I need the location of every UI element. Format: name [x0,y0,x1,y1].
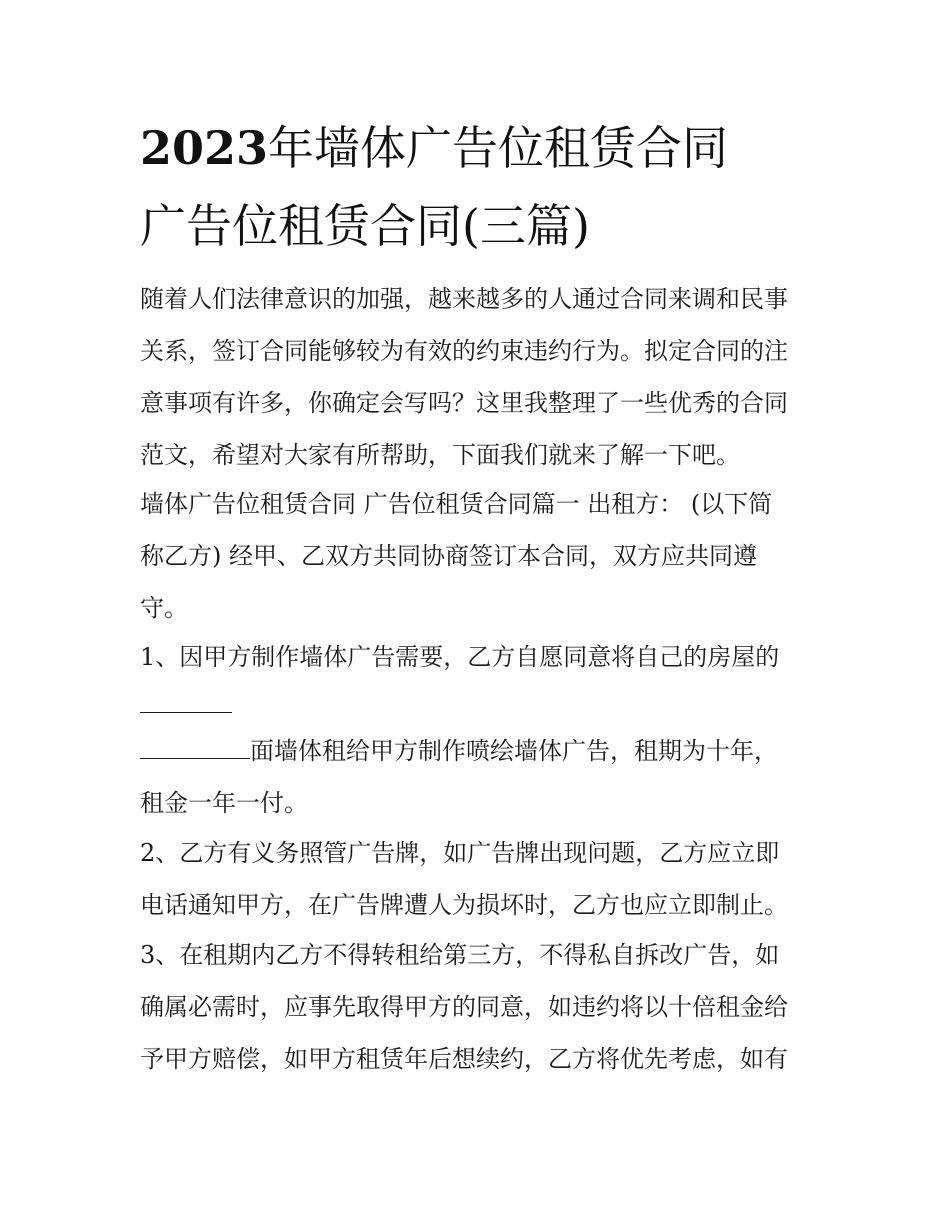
section-heading-line: 称乙方) 经甲、乙双方共同协商签订本合同，双方应共同遵 [140,542,757,570]
title-line-1-text: 年墙体广告位租赁合同 [268,121,729,175]
intro-line: 随着人们法律意识的加强，越来越多的人通过合同来调和民事 [140,285,788,313]
clause-1-line [140,736,820,766]
intro-line: 关系，签订合同能够较为有效的约束违约行为。拟定合同的注 [140,337,788,365]
section-heading-line: 守。 [140,594,188,622]
intro-line: 意事项有许多，你确定会写吗？这里我整理了一些优秀的合同 [140,389,788,417]
document-title-line-2: 广告位租赁合同(三篇) [140,199,590,253]
intro-line: 范文，希望对大家有所帮助，下面我们就来了解一下吧。 [140,441,740,469]
section-heading-line: 墙体广告位租赁合同 广告位租赁合同篇一 出租方： (以下简 [140,490,773,518]
clause-2-line: 电话通知甲方，在广告牌遭人为损坏时，乙方也应立即制止。 [140,891,788,919]
clause-1-blank-line [140,690,820,720]
clause-1-text: 面墙体租给甲方制作喷绘墙体广告，租期为十年， [250,737,778,765]
clause-1-line: 1、因甲方制作墙体广告需要，乙方自愿同意将自己的房屋的 [140,643,780,671]
clause-2-line: 2、乙方有义务照管广告牌，如广告牌出现问题，乙方应立即 [140,839,780,867]
clause-1-line: 租金一年一付。 [140,789,308,817]
fill-in-blank [140,690,232,713]
clause-3-line: 确属必需时，应事先取得甲方的同意，如违约将以十倍租金给 [140,993,788,1021]
clause-3-line: 3、在租期内乙方不得转租给第三方，不得私自拆改广告，如 [140,941,780,969]
fill-in-blank [140,736,250,759]
title-year: 2023 [140,121,269,175]
clause-3-line: 予甲方赔偿，如甲方租赁年后想续约，乙方将优先考虑，如有 [140,1045,788,1073]
document-title-line-1 [140,122,840,174]
